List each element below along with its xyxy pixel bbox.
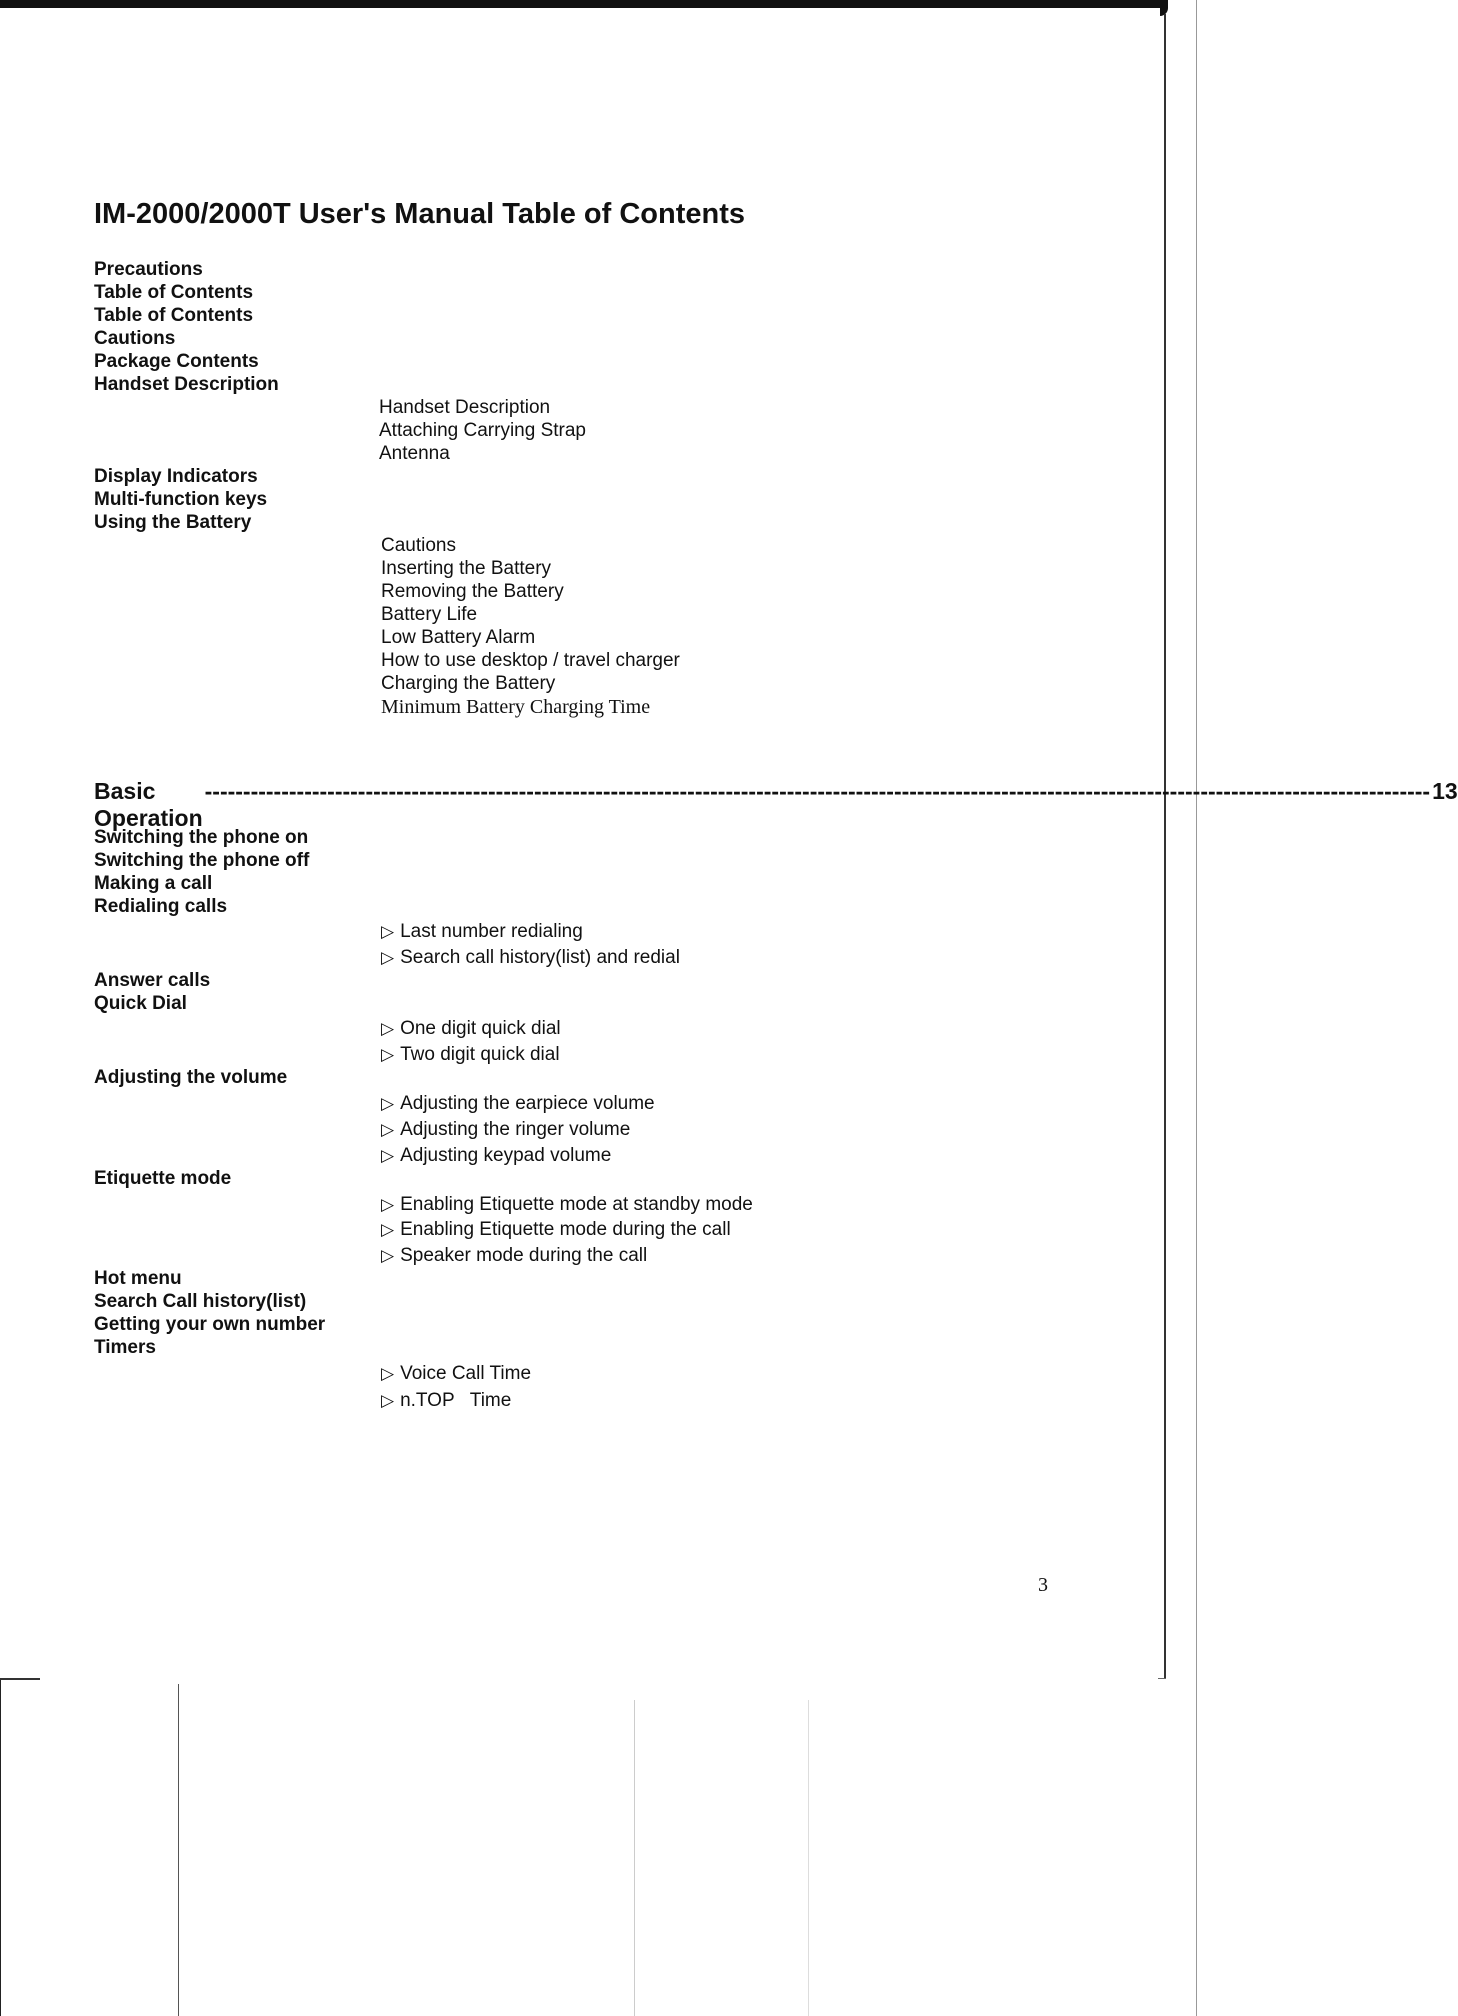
toc-label: Making a call [94,873,213,894]
toc-label: Search Call history(list) [94,1291,307,1312]
toc-label: Etiquette mode [94,1168,232,1189]
triangle-bullet-icon: ▷ [381,948,395,967]
toc-label: Battery Life [381,604,478,625]
toc-subentry-adjusting-the-earpiece-volume [381,1094,655,1113]
toc-label: Adjusting the earpiece volume [400,1093,655,1114]
toc-entry-table-of-contents [94,306,253,325]
toc-subentry-inserting-the-battery [381,559,551,578]
toc-label: Adjusting keypad volume [400,1145,612,1166]
toc-label: Cautions [381,535,456,556]
toc-subentry-search-call-history-list-and-redial [381,948,680,967]
toc-subentry-last-number-redialing [381,922,583,941]
toc-label: Enabling Etiquette mode during the call [400,1219,731,1240]
toc-label: Package Contents [94,351,259,372]
toc-label: Inserting the Battery [381,558,552,579]
toc-label: Antenna [379,443,450,464]
toc-label: Two digit quick dial [400,1044,560,1065]
triangle-bullet-icon: ▷ [381,1120,395,1139]
toc-label: Search call history(list) and redial [400,947,680,968]
toc-subentry-n-top-time [381,1391,511,1410]
toc-subentry-battery-life [381,605,477,624]
toc-label: Hot menu [94,1268,182,1289]
toc-label: Timers [94,1337,156,1358]
toc-entry-table-of-contents [94,283,253,302]
triangle-bullet-icon: ▷ [381,1045,395,1064]
toc-subentry-voice-call-time [381,1364,531,1383]
right-border-rule [1164,14,1166,1678]
toc-entry-etiquette-mode [94,1169,231,1188]
toc-label: Table of Contents [94,282,254,303]
toc-subentry-charging-the-battery [381,674,555,693]
toc-label: Handset Description [379,397,551,418]
toc-entry-display-indicators [94,467,258,486]
toc-label: Minimum Battery Charging Time [381,696,651,718]
section-heading-basic-operation [94,778,1458,832]
toc-subentry-minimum-battery-charging-time [381,697,650,717]
triangle-bullet-icon: ▷ [381,1391,395,1410]
section-page-number: 13 [1432,778,1458,804]
toc-entry-getting-your-own-number [94,1315,325,1334]
toc-entry-cautions [94,329,175,348]
right-scan-edge [1196,0,1197,2016]
toc-label: Display Indicators [94,466,258,487]
toc-entry-using-the-battery [94,513,251,532]
toc-label: Getting your own number [94,1314,326,1335]
toc-label: Redialing calls [94,896,228,917]
toc-label: n.TOP Time [400,1390,512,1411]
toc-subentry-enabling-etiquette-mode-at-standby-mode [381,1195,753,1214]
toc-subentry-enabling-etiquette-mode-during-the-call [381,1220,731,1239]
toc-label: Adjusting the volume [94,1067,288,1088]
page-number: 3 [1038,1574,1048,1596]
toc-label: Last number redialing [400,921,583,942]
toc-label: Enabling Etiquette mode at standby mode [400,1194,753,1215]
toc-entry-switching-the-phone-off [94,851,309,870]
toc-label: One digit quick dial [400,1018,561,1039]
triangle-bullet-icon: ▷ [381,1019,395,1038]
toc-entry-precautions [94,260,203,279]
triangle-bullet-icon: ▷ [381,922,395,941]
toc-entry-hot-menu [94,1269,182,1288]
toc-label: Multi-function keys [94,489,268,510]
triangle-bullet-icon: ▷ [381,1220,395,1239]
toc-subentry-adjusting-the-ringer-volume [381,1120,630,1139]
bottom-scan-divider [178,1684,179,2016]
toc-label: Attaching Carrying Strap [379,420,586,441]
toc-label: Cautions [94,328,176,349]
toc-entry-search-call-history-list [94,1292,306,1311]
toc-label: Adjusting the ringer volume [400,1119,631,1140]
toc-subentry-attaching-carrying-strap [379,421,586,440]
toc-subentry-speaker-mode-during-the-call [381,1246,647,1265]
toc-label: Removing the Battery [381,581,564,602]
toc-subentry-antenna [379,444,450,463]
triangle-bullet-icon: ▷ [381,1364,395,1383]
toc-entry-switching-the-phone-on [94,828,308,847]
toc-subentry-low-battery-alarm [381,628,535,647]
toc-label: Quick Dial [94,993,187,1014]
triangle-bullet-icon: ▷ [381,1246,395,1265]
bottom-scan-faint-divider [808,1700,809,2016]
toc-label: How to use desktop / travel charger [381,650,680,671]
bottom-left-scan-line [0,1678,40,1680]
toc-entry-making-a-call [94,874,212,893]
toc-label: Low Battery Alarm [381,627,536,648]
toc-label: Charging the Battery [381,673,556,694]
toc-entry-adjusting-the-volume [94,1068,287,1087]
toc-entry-redialing-calls [94,897,227,916]
toc-label: Voice Call Time [400,1363,532,1384]
bottom-left-scan-edge [0,1680,1,2016]
toc-subentry-handset-description [379,398,550,417]
toc-label: Handset Description [94,374,279,395]
section-label: Basic Operation [94,778,203,831]
section-leader-dashes: ---------------------------------------------------------------------------------------------------------------------------------------------------------------- [204,778,1431,804]
toc-label: Answer calls [94,970,211,991]
toc-label: Precautions [94,259,203,280]
toc-label: Speaker mode during the call [400,1245,648,1266]
toc-label: Table of Contents [94,305,254,326]
toc-entry-timers [94,1338,156,1357]
bottom-scan-faint-divider [634,1700,635,2016]
toc-label: Switching the phone off [94,850,310,871]
toc-label: Switching the phone on [94,827,309,848]
toc-subentry-adjusting-keypad-volume [381,1146,611,1165]
top-border-rule [0,0,1168,8]
triangle-bullet-icon: ▷ [381,1146,395,1165]
toc-entry-package-contents [94,352,259,371]
toc-subentry-removing-the-battery [381,582,564,601]
toc-entry-quick-dial [94,994,187,1013]
document-title: IM-2000/2000T User's Manual Table of Contents [94,198,745,230]
toc-subentry-cautions [381,536,456,555]
toc-entry-multi-function-keys [94,490,267,509]
bottom-right-scan-line [1158,1678,1166,1679]
triangle-bullet-icon: ▷ [381,1094,395,1113]
toc-entry-handset-description [94,375,279,394]
toc-subentry-two-digit-quick-dial [381,1045,560,1064]
triangle-bullet-icon: ▷ [381,1195,395,1214]
toc-subentry-how-to-use-desktop-travel-charger [381,651,680,670]
toc-label: Using the Battery [94,512,252,533]
toc-subentry-one-digit-quick-dial [381,1019,561,1038]
toc-entry-answer-calls [94,971,210,990]
